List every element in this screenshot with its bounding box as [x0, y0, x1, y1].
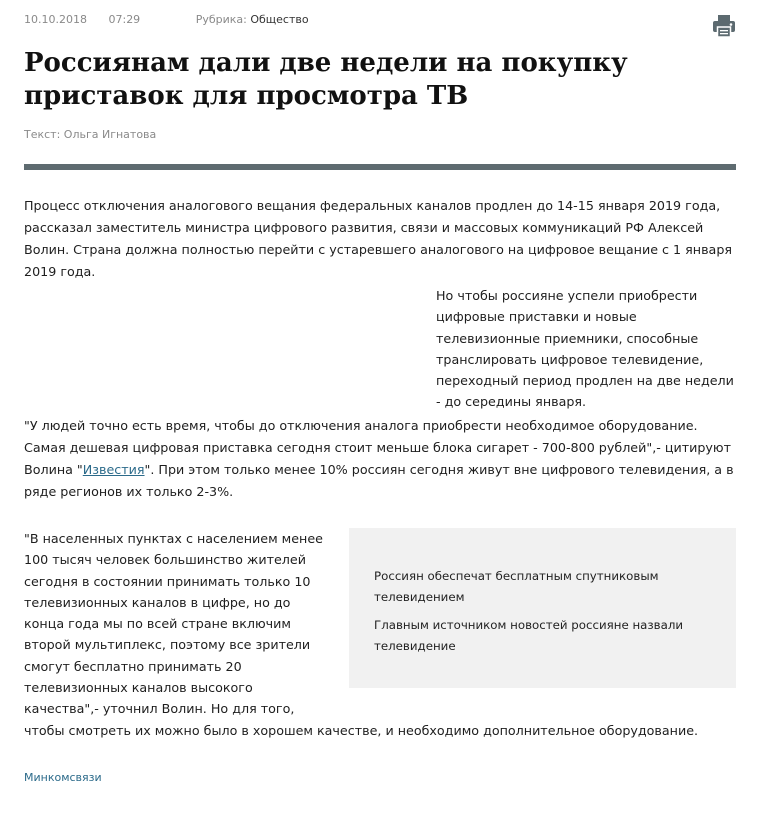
related-article-link[interactable]: Россиян обеспечат бесплатным спутниковым телевидением: [374, 569, 659, 604]
title-divider: [24, 164, 736, 170]
article-quote-tail: чтобы смотреть их можно было в хорошем качестве, и необходимо дополнительное оборудование.: [24, 723, 699, 738]
tag-link[interactable]: Минкомсвязи: [24, 771, 102, 784]
article-title: Россиянам дали две недели на покупку приставок для просмотра ТВ: [24, 48, 628, 111]
article-paragraph-1: Процесс отключения аналогового вещания федеральных каналов продлен до 14-15 января 2019 года, рассказал заместитель министра цифрового развития, связи и массовых коммуникаций РФ Алексей Волин. Страна должна полностью перейти с устаревшего аналогового на цифровое вещание с 1 января 2019 года.: [24, 198, 733, 279]
rubric-label: Рубрика:: [195, 13, 247, 26]
publish-date: 10.10.2018: [24, 13, 87, 26]
related-articles-box: [349, 528, 736, 688]
izvestia-link[interactable]: Известия: [82, 462, 145, 477]
article-quote: "В населенных пунктах с населением менее 100 тысяч человек большинство жителей сегодня в состоянии принимать только 10 телевизионных каналов в цифре, но до конца года мы по всей стране включим второй мультиплекс, поэтому все зрители смогут бесплатно принимать 20 телевизионных каналов высокого качества",- уточнил Волин. Но для того,: [24, 531, 323, 717]
article-meta: [24, 13, 309, 26]
related-article-link[interactable]: Главным источником новостей россияне назвали телевидение: [374, 618, 684, 653]
article-paragraph-2: [24, 415, 736, 503]
rubric-link[interactable]: Общество: [250, 13, 309, 26]
publish-time: 07:29: [108, 13, 141, 26]
article-side-text: Но чтобы россияне успели приобрести цифровые приставки и новые телевизионные приемники, способные транслировать цифровое телевидение, переходный период продлен на две недели - до середины января.: [436, 288, 734, 410]
article-author: Текст: Ольга Игнатова: [24, 128, 157, 141]
paragraph-2-text-start: "У людей точно есть время, чтобы до отключения аналога приобрести необходимое оборудование. Самая дешевая цифровая приставка сегодня стоит меньше блока сигарет - 700-800 рублей",- цитируют Волина ": [24, 418, 731, 477]
article-image: [24, 284, 414, 380]
printer-icon[interactable]: [712, 14, 736, 38]
paragraph-2-text-end: ". При этом только менее 10% россиян сегодня живут вне цифрового телевидения, а в ряде регионов их только 2-3%.: [24, 462, 734, 499]
